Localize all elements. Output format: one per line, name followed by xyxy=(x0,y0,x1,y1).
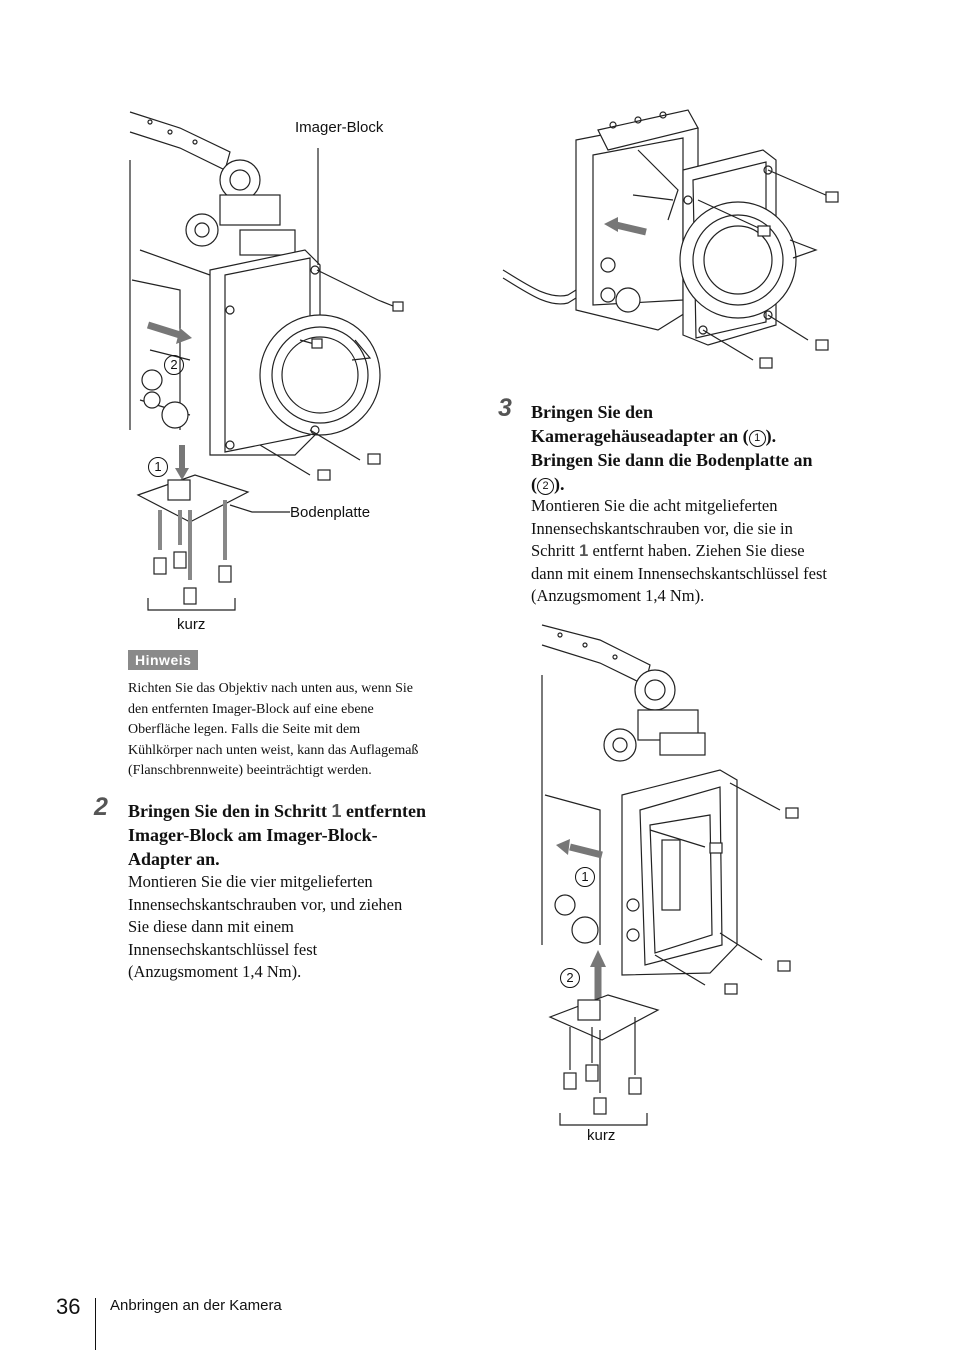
note-line: Oberfläche legen. Falls die Seite mit dem xyxy=(128,722,361,737)
footer-divider xyxy=(95,1298,96,1350)
camera-illustration-2 xyxy=(498,100,868,390)
figure-imager-block-removal xyxy=(120,100,420,640)
step-3-title xyxy=(531,400,871,496)
marker-2: 2 xyxy=(560,968,580,988)
step-3-body-line: Innensechskantschrauben vor, die sie in xyxy=(531,518,793,538)
step-3-number: 3 xyxy=(498,394,512,422)
step-2-body-line: Innensechskantschrauben vor, und ziehen xyxy=(128,894,403,914)
step-3-body-line: dann mit einem Innensechskantschlüssel fest xyxy=(531,563,828,583)
note-line: (Flanschbrennweite) beeinträchtigt werden. xyxy=(128,763,372,778)
step-3-marker-2: 2 xyxy=(537,478,554,495)
step-2-title-a: Bringen Sie den in Schritt xyxy=(128,801,332,821)
figure-camera-adapter-bottom xyxy=(530,615,850,1155)
step-3-title-line4b: ). xyxy=(554,474,565,494)
note-heading: Hinweis xyxy=(128,650,198,670)
step-2-title-line3: Adapter an. xyxy=(128,849,220,869)
step-2-number: 2 xyxy=(94,793,108,821)
step-2-title-b: entfernten xyxy=(341,801,427,821)
marker-1: 1 xyxy=(575,867,595,887)
footer-section: Anbringen an der Kamera xyxy=(110,1297,282,1314)
step-3-title-line1: Bringen Sie den xyxy=(531,402,654,422)
note-line: Richten Sie das Objektiv nach unten aus, wenn Sie xyxy=(128,681,413,696)
marker-2: 2 xyxy=(164,355,184,375)
marker-1: 1 xyxy=(148,457,168,477)
step-3-body-line3b: entfernt haben. Ziehen Sie diese xyxy=(588,541,805,560)
step-2-body-line: (Anzugsmoment 1,4 Nm). xyxy=(128,962,302,981)
bodenplatte-label: Bodenplatte xyxy=(290,504,371,521)
step-2-title-line2: Imager-Block am Imager-Block- xyxy=(128,825,378,845)
step-3-marker-1: 1 xyxy=(749,430,766,447)
step-3-body-ref: 1 xyxy=(579,542,589,560)
step-3-body xyxy=(531,495,871,608)
step-2-body-line: Innensechskantschlüssel fest xyxy=(128,939,318,959)
step-2-body xyxy=(128,871,468,984)
step-3-title-line2a: Kameragehäuseadapter an ( xyxy=(531,426,749,446)
step-2-body-line: Sie diese dann mit einem xyxy=(128,917,294,936)
step-2-body-line: Montieren Sie die vier mitgelieferten xyxy=(128,872,373,891)
note-line: den entfernten Imager-Block auf eine ebene xyxy=(128,701,374,717)
step-3-title-line4a: ( xyxy=(531,474,537,494)
step-3-title-line3: Bringen Sie dann die Bodenplatte an xyxy=(531,450,813,470)
step-3-body-line3a: Schritt xyxy=(531,541,580,560)
page-number: 36 xyxy=(56,1294,81,1319)
step-2-title xyxy=(128,799,468,871)
kurz-label: kurz xyxy=(587,1127,616,1144)
step-3-body-line: Montieren Sie die acht mitgelieferten xyxy=(531,496,778,515)
imager-block-label: Imager-Block xyxy=(295,119,384,136)
figure-camera-adapter-top xyxy=(498,100,868,390)
step-3-title-line2b: ). xyxy=(765,426,777,446)
kurz-label: kurz xyxy=(177,616,206,633)
step-3-body-line: (Anzugsmoment 1,4 Nm). xyxy=(531,586,705,605)
note-body xyxy=(128,679,458,782)
step-2-title-ref: 1 xyxy=(331,801,342,821)
note-line: Kühlkörper nach unten weist, kann das Auflagemaß xyxy=(128,742,419,758)
